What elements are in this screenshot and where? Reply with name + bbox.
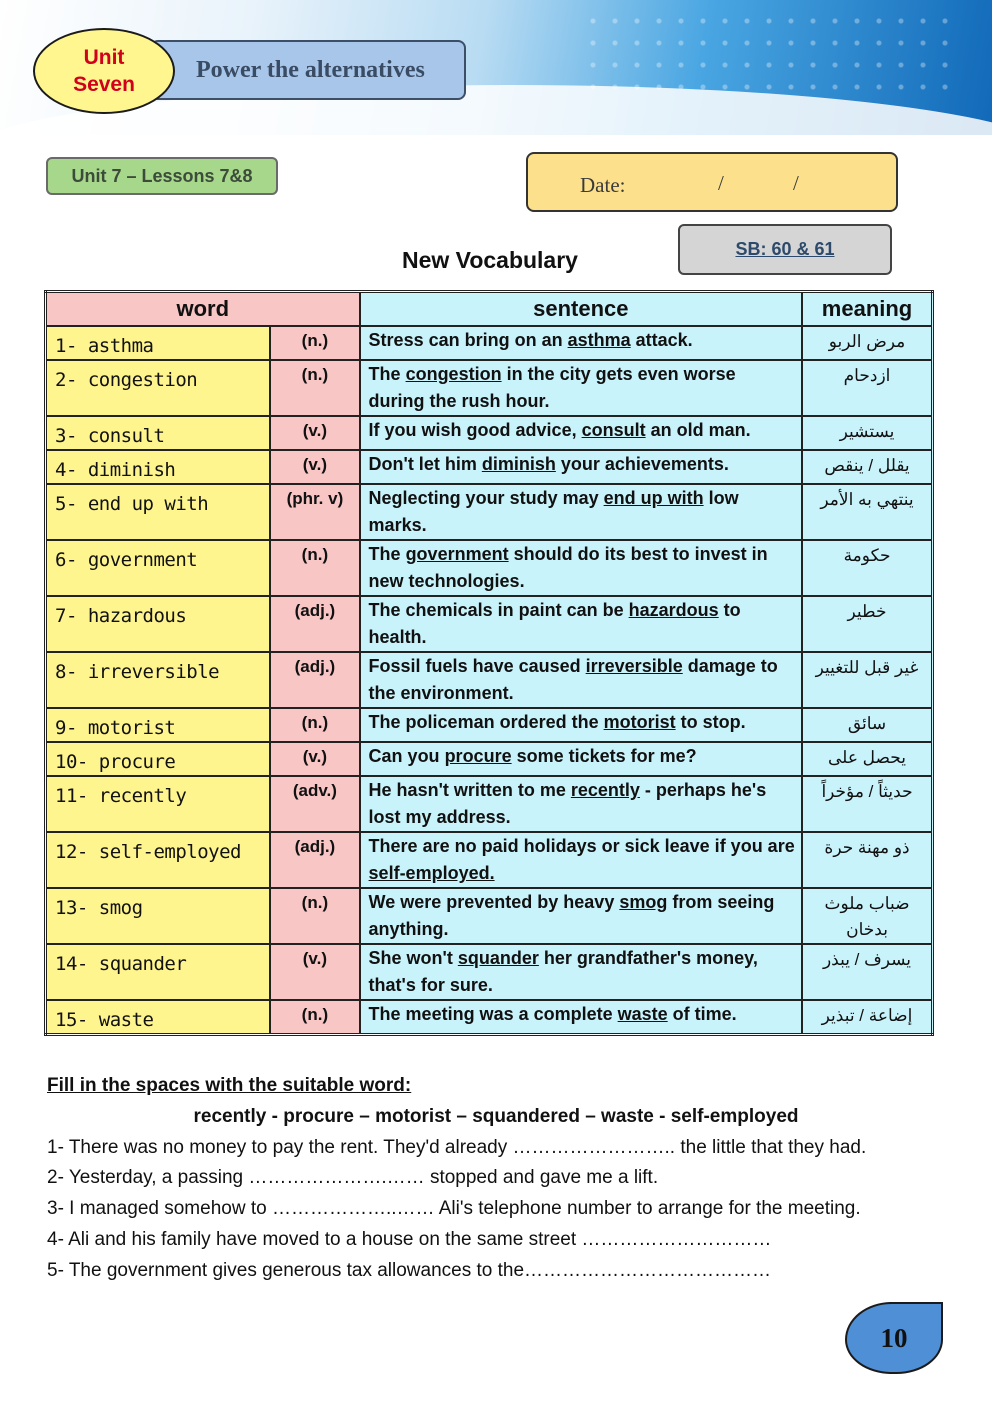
arabic-meaning: خطير (802, 596, 932, 652)
sentence-text: some tickets for me? (511, 746, 697, 766)
sentence-text: She won't (368, 948, 458, 968)
example-sentence (360, 652, 802, 708)
arabic-meaning: يقلل / ينقص (802, 450, 932, 484)
example-sentence (360, 450, 802, 484)
arabic-meaning: ضباب ملوث بدخان (802, 888, 932, 944)
part-of-speech: (phr. v) (270, 484, 359, 540)
part-of-speech: (n.) (270, 360, 359, 416)
table-row (46, 832, 933, 888)
example-sentence (360, 832, 802, 888)
example-sentence (360, 742, 802, 776)
example-sentence (360, 540, 802, 596)
sentence-text: If you wish good advice, (368, 420, 582, 440)
sentence-text: Don't let him (368, 454, 482, 474)
vocab-word: 2- congestion (46, 360, 271, 416)
sentence-text: of time. (667, 1004, 737, 1024)
lesson-label: Unit 7 – Lessons 7&8 (46, 157, 278, 195)
keyword: government (405, 544, 509, 564)
vocab-word: 4- diminish (46, 450, 271, 484)
table-row (46, 450, 933, 484)
vocab-word: 14- squander (46, 944, 271, 1000)
example-sentence (360, 596, 802, 652)
table-header-row (46, 292, 933, 327)
sentence-text: your achievements. (555, 454, 729, 474)
table-row (46, 596, 933, 652)
sentence-text: Stress can bring on an (368, 330, 568, 350)
sentence-text: an old man. (645, 420, 751, 440)
vocab-word: 3- consult (46, 416, 271, 450)
part-of-speech: (v.) (270, 416, 359, 450)
unit-badge (33, 28, 175, 114)
keyword: asthma (567, 330, 631, 350)
table-row (46, 326, 933, 360)
sentence-text: Can you (368, 746, 445, 766)
table-row (46, 1000, 933, 1034)
unit-title: Power the alternatives (150, 40, 466, 100)
sentence-text: The (368, 364, 406, 384)
vocab-word: 8- irreversible (46, 652, 271, 708)
example-sentence (360, 944, 802, 1000)
part-of-speech: (n.) (270, 708, 359, 742)
table-row (46, 888, 933, 944)
keyword: diminish (481, 454, 556, 474)
sentence-text: - perhaps he's lost my address. (368, 780, 767, 827)
date-field (526, 152, 898, 212)
table-row (46, 416, 933, 450)
arabic-meaning: إضاعة / تبذير (802, 1000, 932, 1034)
sentence-text: There are no paid holidays or sick leave if you are (368, 836, 795, 856)
vocab-word: 11- recently (46, 776, 271, 832)
table-row (46, 360, 933, 416)
arabic-meaning: غير قبل للتغيير (802, 652, 932, 708)
part-of-speech: (adv.) (270, 776, 359, 832)
vocabulary-title: New Vocabulary (402, 247, 578, 273)
keyword: squander (457, 948, 539, 968)
date-label: Date: (580, 173, 626, 197)
keyword: smog (619, 892, 668, 912)
arabic-meaning: يحصل على (802, 742, 932, 776)
sentence-text: to stop. (675, 712, 746, 732)
sentence-text: The chemicals in paint can be (368, 600, 629, 620)
sentence-text: Neglecting your study may (368, 488, 604, 508)
part-of-speech: (v.) (270, 944, 359, 1000)
table-row (46, 652, 933, 708)
arabic-meaning: ذو مهنة حرة (802, 832, 932, 888)
part-of-speech: (adj.) (270, 596, 359, 652)
example-sentence (360, 776, 802, 832)
sentence-text: The policeman ordered the (368, 712, 604, 732)
sentence-text: The (368, 544, 406, 564)
vocabulary-table (44, 290, 934, 1036)
table-body (46, 326, 933, 1034)
keyword: end up with (603, 488, 704, 508)
arabic-meaning: ازدحام (802, 360, 932, 416)
part-of-speech: (adj.) (270, 652, 359, 708)
keyword: procure (444, 746, 512, 766)
part-of-speech: (n.) (270, 888, 359, 944)
keyword: consult (581, 420, 646, 440)
arabic-meaning: يسرف / يبذر (802, 944, 932, 1000)
arabic-meaning: حكومة (802, 540, 932, 596)
arabic-meaning: سائق (802, 708, 932, 742)
unit-label: Unit (83, 46, 125, 69)
keyword: self-employed. (368, 863, 495, 883)
keyword: irreversible (585, 656, 683, 676)
vocab-word: 1- asthma (46, 326, 271, 360)
table-row (46, 742, 933, 776)
keyword: hazardous (628, 600, 719, 620)
sentence-text: from seeing anything. (368, 892, 775, 939)
example-sentence (360, 326, 802, 360)
sb-page-ref: SB: 60 & 61 (678, 224, 892, 275)
sentence-text: low marks. (368, 488, 739, 535)
header-meaning: meaning (802, 292, 932, 327)
word-options: recently - procure – motorist – squandered – waste - self-employed (193, 1106, 799, 1127)
part-of-speech: (n.) (270, 1000, 359, 1034)
vocab-word: 6- government (46, 540, 271, 596)
sentence-text: attack. (630, 330, 693, 350)
sentence-text: He hasn't written to me (368, 780, 571, 800)
exercise-question: 5- The government gives generous tax allowances to the………………………………… (47, 1260, 772, 1281)
sentence-text: We were prevented by heavy (368, 892, 620, 912)
table-row (46, 540, 933, 596)
keyword: waste (617, 1004, 668, 1024)
arabic-meaning: مرض الربو (802, 326, 932, 360)
vocab-word: 10- procure (46, 742, 271, 776)
example-sentence (360, 708, 802, 742)
part-of-speech: (adj.) (270, 832, 359, 888)
sentence-text: should do its best to invest in new technologies. (368, 544, 768, 591)
vocab-word: 5- end up with (46, 484, 271, 540)
page-number: 10 (845, 1302, 943, 1374)
date-separator: / (718, 171, 724, 195)
table-row (46, 484, 933, 540)
unit-number: Seven (73, 73, 135, 96)
arabic-meaning: حديثاً / مؤخراً (802, 776, 932, 832)
keyword: recently (570, 780, 640, 800)
sentence-text: in the city gets even worse during the rush hour. (368, 364, 736, 411)
exercise-question: 3- I managed somehow to ………………..…… Ali's telephone number to arrange for the meeting. (47, 1198, 861, 1219)
header-sentence: sentence (360, 292, 802, 327)
sentence-text: her grandfather's money, that's for sure. (368, 948, 758, 995)
arabic-meaning: ينتهي به الأمر (802, 484, 932, 540)
exercise-question: 1- There was no money to pay the rent. They'd already …………………….. the little that they had. (47, 1137, 867, 1158)
example-sentence (360, 484, 802, 540)
sentence-text: damage to the environment. (368, 656, 778, 703)
example-sentence (360, 416, 802, 450)
vocab-word: 7- hazardous (46, 596, 271, 652)
arabic-meaning: يستشير (802, 416, 932, 450)
example-sentence (360, 1000, 802, 1034)
table-row (46, 776, 933, 832)
exercise-question: 2- Yesterday, a passing ………………….…… stopped and gave me a lift. (47, 1167, 659, 1188)
exercise-question: 4- Ali and his family have moved to a house on the same street ………………………… (47, 1229, 772, 1250)
table-row (46, 708, 933, 742)
part-of-speech: (n.) (270, 540, 359, 596)
vocab-word: 12- self-employed (46, 832, 271, 888)
vocab-word: 15- waste (46, 1000, 271, 1034)
sentence-text: The meeting was a complete (368, 1004, 618, 1024)
example-sentence (360, 888, 802, 944)
exercise-title: Fill in the spaces with the suitable word: (47, 1075, 412, 1096)
example-sentence (360, 360, 802, 416)
date-separator: / (793, 171, 799, 195)
vocab-word: 9- motorist (46, 708, 271, 742)
part-of-speech: (v.) (270, 450, 359, 484)
part-of-speech: (v.) (270, 742, 359, 776)
keyword: motorist (603, 712, 676, 732)
sentence-text: Fossil fuels have caused (368, 656, 586, 676)
header-word: word (46, 292, 360, 327)
sentence-text: to health. (368, 600, 741, 647)
part-of-speech: (n.) (270, 326, 359, 360)
table-row (46, 944, 933, 1000)
keyword: congestion (405, 364, 502, 384)
vocab-word: 13- smog (46, 888, 271, 944)
